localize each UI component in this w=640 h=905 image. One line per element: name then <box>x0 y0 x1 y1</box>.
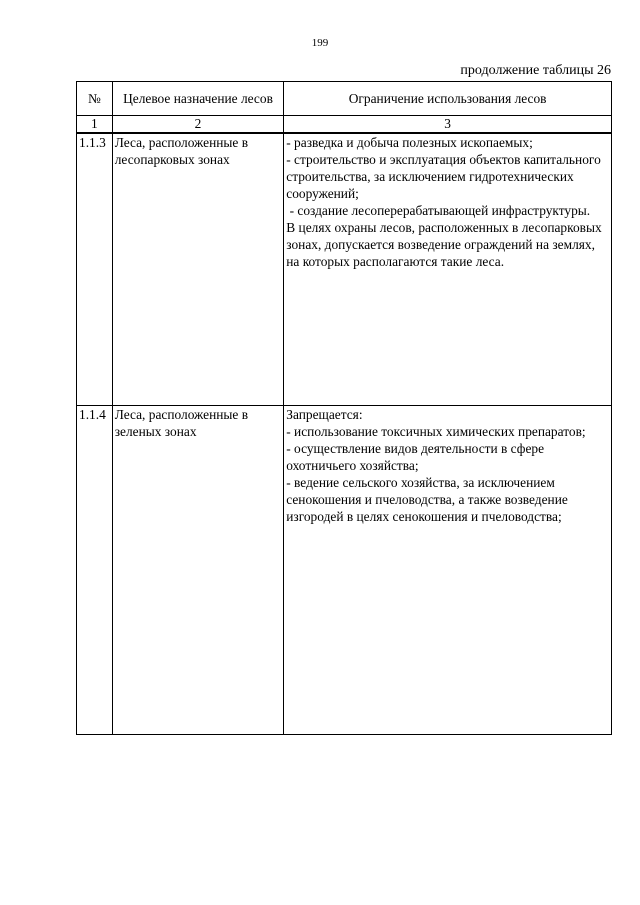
restriction-line: - осуществление видов деятельности в сфере охотничьего хозяйства; <box>286 441 545 473</box>
restriction-heading: Запрещается: <box>286 407 363 422</box>
header-number: № <box>77 82 113 116</box>
column-number-3: 3 <box>284 116 612 134</box>
restriction-line: - строительство и эксплуатация объектов капитального строительства, за исключением гидротехнических сооружений; <box>286 152 601 201</box>
restriction-line: - разведка и добыча полезных ископаемых; <box>286 135 533 150</box>
table-row <box>77 133 612 406</box>
restriction-line: - создание лесоперерабатывающей инфраструктуры. <box>286 203 591 218</box>
row-purpose: Леса, расположенные в зеленых зонах <box>112 406 284 735</box>
header-restriction: Ограничение использования лесов <box>284 82 612 116</box>
row-code: 1.1.3 <box>77 133 113 406</box>
restriction-line: - ведение сельского хозяйства, за исключением сенокошения и пчеловодства, а также возведение изгородей в целях сенокошения и пчеловодства; <box>286 475 568 524</box>
row-restrictions <box>284 133 612 406</box>
row-code: 1.1.4 <box>77 406 113 735</box>
restriction-note: В целях охраны лесов, расположенных в лесопарковых зонах, допускается возведение ограждений на землях, на которых располагаются такие леса. <box>286 220 602 269</box>
page-number: 199 <box>311 37 329 49</box>
row-restrictions <box>284 406 612 735</box>
column-number-row <box>77 116 612 134</box>
column-number-1: 1 <box>77 116 113 134</box>
restriction-line: - использование токсичных химических препаратов; <box>286 424 586 439</box>
header-purpose: Целевое назначение лесов <box>112 82 284 116</box>
forest-restrictions-table <box>76 81 612 735</box>
table-continuation-label: продолжение таблицы 26 <box>460 63 611 78</box>
column-number-2: 2 <box>112 116 284 134</box>
table-header-row <box>77 82 612 116</box>
table-row <box>77 406 612 735</box>
row-purpose: Леса, расположенные в лесопарковых зонах <box>112 133 284 406</box>
